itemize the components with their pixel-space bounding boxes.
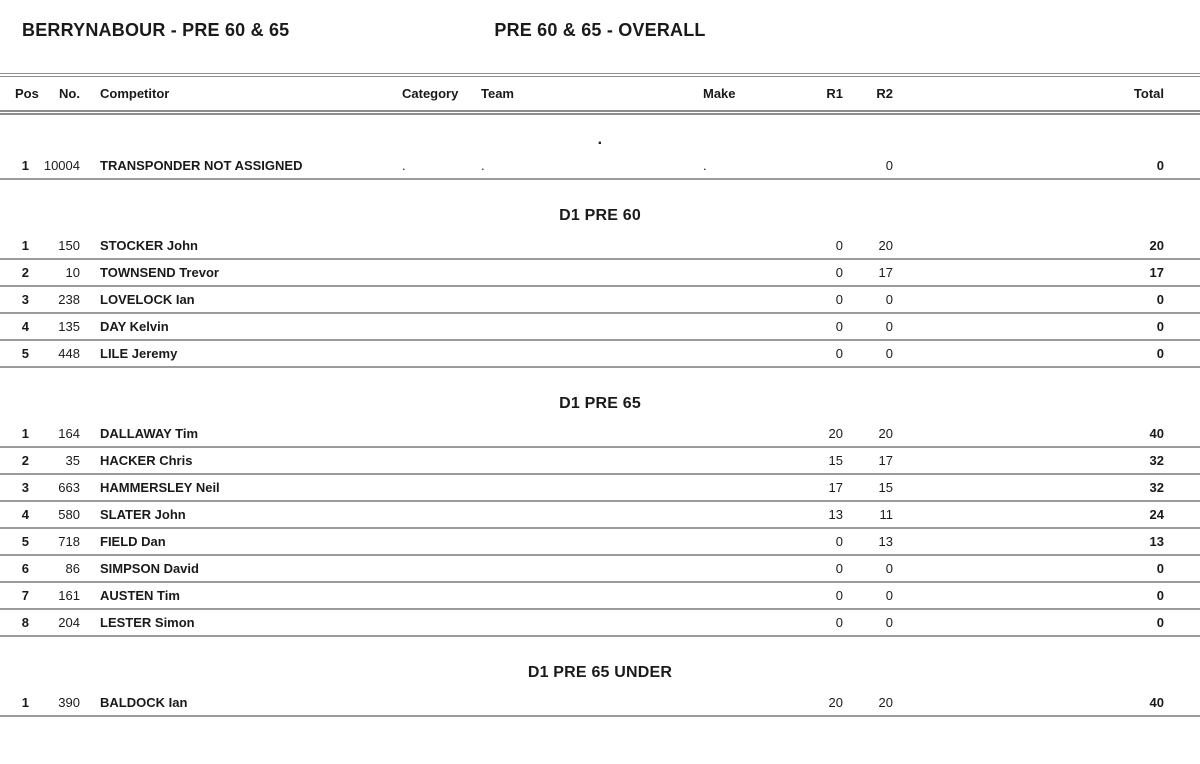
cell-competitor: TRANSPONDER NOT ASSIGNED	[100, 158, 303, 173]
cell-r2: 15	[878, 480, 893, 495]
cell-competitor: DAY Kelvin	[100, 319, 169, 334]
table-row	[0, 233, 1200, 260]
cell-total: 40	[1149, 426, 1164, 441]
cell-no: 150	[58, 238, 80, 253]
column-header-competitor: Competitor	[100, 86, 170, 101]
cell-competitor: DALLAWAY Tim	[100, 426, 199, 441]
cell-make: .	[703, 158, 707, 173]
cell-no: 164	[58, 426, 80, 441]
cell-pos: 5	[21, 346, 29, 361]
column-header-no: No.	[59, 86, 80, 101]
cell-competitor: TOWNSEND Trevor	[100, 265, 219, 280]
cell-r2: 0	[885, 346, 893, 361]
section-title: D1 PRE 60	[559, 207, 641, 224]
cell-total: 0	[1156, 588, 1164, 603]
section-rows	[0, 421, 1200, 637]
cell-r2: 20	[878, 426, 893, 441]
cell-no: 10	[65, 265, 80, 280]
cell-r2: 0	[885, 615, 893, 630]
cell-pos: 2	[21, 453, 29, 468]
column-header-make: Make	[703, 86, 736, 101]
cell-r1: 20	[828, 695, 843, 710]
table-body	[0, 115, 1200, 717]
section-rows	[0, 233, 1200, 368]
cell-pos: 8	[21, 615, 29, 630]
cell-competitor: BALDOCK Ian	[100, 695, 188, 710]
column-header-r2: R2	[876, 86, 893, 101]
cell-pos: 4	[21, 507, 29, 522]
cell-competitor: AUSTEN Tim	[100, 588, 180, 603]
cell-no: 390	[58, 695, 80, 710]
event-title: BERRYNABOUR - PRE 60 & 65	[22, 20, 290, 40]
section-rows	[0, 153, 1200, 180]
cell-r1: 0	[835, 319, 843, 334]
table-row	[0, 421, 1200, 448]
table-row	[0, 475, 1200, 502]
cell-r2: 0	[885, 292, 893, 307]
cell-r1: 0	[835, 346, 843, 361]
column-header-total: Total	[1133, 86, 1164, 101]
cell-r1: 15	[828, 453, 843, 468]
column-header-pos: Pos	[15, 86, 39, 101]
category-section	[0, 115, 1200, 180]
cell-pos: 3	[21, 480, 29, 495]
cell-r2: 17	[878, 265, 893, 280]
cell-r2: 20	[878, 238, 893, 253]
cell-total: 0	[1156, 615, 1164, 630]
cell-pos: 1	[21, 426, 29, 441]
table-row	[0, 529, 1200, 556]
cell-competitor: SLATER John	[100, 507, 186, 522]
cell-r1: 0	[835, 615, 843, 630]
table-row	[0, 153, 1200, 180]
cell-competitor: LILE Jeremy	[100, 346, 178, 361]
cell-no: 86	[65, 561, 80, 576]
cell-r1: 0	[835, 534, 843, 549]
cell-no: 161	[58, 588, 80, 603]
column-header-team: Team	[481, 86, 514, 101]
cell-competitor: HAMMERSLEY Neil	[100, 480, 220, 495]
column-header-category: Category	[402, 86, 459, 101]
cell-competitor: STOCKER John	[100, 238, 198, 253]
table-row	[0, 690, 1200, 717]
table-row	[0, 314, 1200, 341]
table-row	[0, 260, 1200, 287]
cell-total: 17	[1149, 265, 1164, 280]
cell-no: 448	[58, 346, 80, 361]
cell-no: 10004	[43, 158, 80, 173]
cell-pos: 4	[21, 319, 29, 334]
cell-r2: 11	[879, 507, 893, 522]
cell-total: 0	[1156, 346, 1164, 361]
table-header-row	[0, 73, 1200, 115]
column-header-r1: R1	[826, 86, 843, 101]
cell-r2: 0	[885, 588, 893, 603]
cell-total: 0	[1156, 561, 1164, 576]
cell-r2: 13	[878, 534, 893, 549]
cell-total: 32	[1149, 480, 1164, 495]
cell-pos: 6	[21, 561, 29, 576]
cell-no: 238	[58, 292, 80, 307]
category-section	[0, 180, 1200, 368]
page-header	[0, 0, 1200, 73]
section-title: D1 PRE 65 UNDER	[527, 664, 673, 681]
cell-no: 663	[58, 480, 80, 495]
cell-r1: 0	[835, 238, 843, 253]
cell-r1: 20	[828, 426, 843, 441]
cell-competitor: LOVELOCK Ian	[100, 292, 195, 307]
section-rows	[0, 690, 1200, 717]
cell-pos: 3	[21, 292, 29, 307]
category-section	[0, 637, 1200, 717]
cell-pos: 7	[21, 588, 29, 603]
table-row	[0, 556, 1200, 583]
table-row	[0, 341, 1200, 368]
cell-total: 0	[1156, 158, 1164, 173]
cell-pos: 1	[21, 238, 29, 253]
cell-r2: 0	[885, 319, 893, 334]
cell-total: 32	[1149, 453, 1164, 468]
section-title: D1 PRE 65	[559, 395, 641, 412]
cell-r1: 13	[828, 507, 843, 522]
cell-no: 204	[58, 615, 80, 630]
cell-r2: 0	[885, 158, 893, 173]
cell-r1: 0	[835, 588, 843, 603]
cell-pos: 2	[21, 265, 29, 280]
cell-competitor: LESTER Simon	[100, 615, 195, 630]
section-title: .	[597, 131, 603, 148]
cell-r2: 20	[878, 695, 893, 710]
cell-team: .	[481, 158, 485, 173]
cell-r1: 17	[828, 480, 843, 495]
cell-no: 718	[58, 534, 80, 549]
cell-pos: 1	[21, 158, 29, 173]
table-row	[0, 502, 1200, 529]
cell-no: 580	[58, 507, 80, 522]
cell-category: .	[402, 158, 406, 173]
cell-total: 0	[1156, 292, 1164, 307]
cell-total: 20	[1149, 238, 1164, 253]
cell-no: 135	[58, 319, 80, 334]
cell-pos: 5	[21, 534, 29, 549]
category-section	[0, 368, 1200, 637]
cell-no: 35	[65, 453, 80, 468]
table-row	[0, 583, 1200, 610]
cell-r1: 0	[835, 265, 843, 280]
cell-r2: 0	[885, 561, 893, 576]
table-row	[0, 287, 1200, 314]
table-row	[0, 610, 1200, 637]
cell-r1: 0	[835, 292, 843, 307]
cell-pos: 1	[21, 695, 29, 710]
cell-total: 24	[1149, 507, 1164, 522]
cell-competitor: SIMPSON David	[100, 561, 199, 576]
cell-r2: 17	[878, 453, 893, 468]
cell-total: 0	[1156, 319, 1164, 334]
table-row	[0, 448, 1200, 475]
cell-r1: 0	[835, 561, 843, 576]
report-title: PRE 60 & 65 - OVERALL	[494, 20, 706, 40]
cell-total: 13	[1149, 534, 1164, 549]
cell-competitor: FIELD Dan	[100, 534, 166, 549]
cell-competitor: HACKER Chris	[100, 453, 193, 468]
cell-total: 40	[1149, 695, 1164, 710]
